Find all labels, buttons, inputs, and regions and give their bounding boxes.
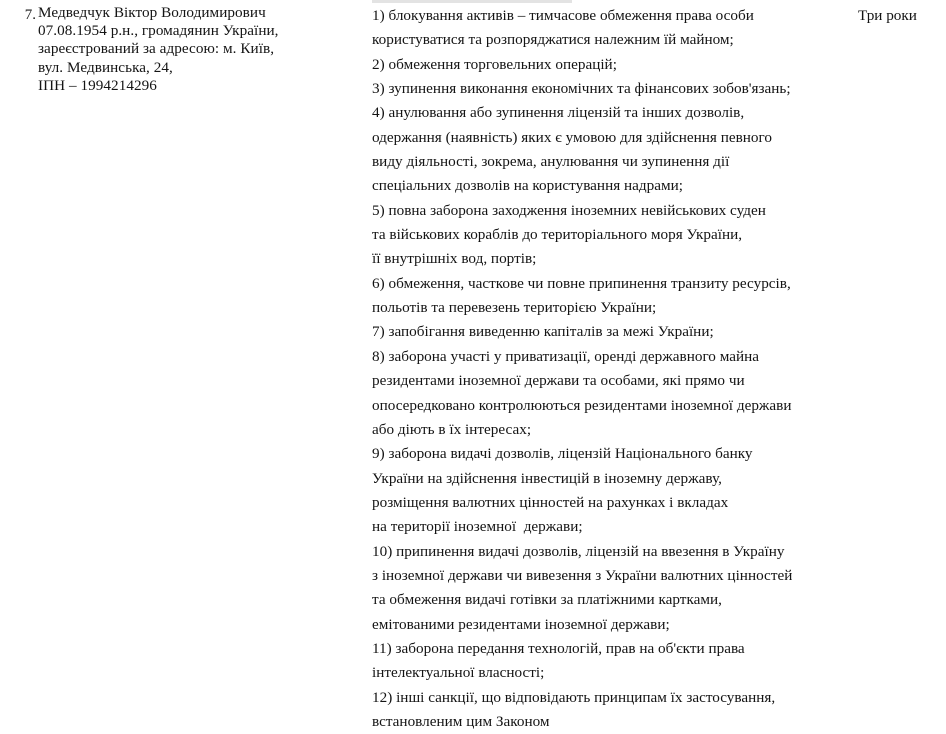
- measure-line: та військових кораблів до територіального моря України,: [372, 226, 743, 244]
- measure-line: емітованими резидентами іноземної держави;: [372, 615, 670, 633]
- person-detail-line: ІПН – 1994214296: [38, 76, 157, 94]
- measure-line: 11) заборона передання технологій, прав на об'єкти права: [372, 639, 745, 657]
- row-number: 7.: [24, 7, 36, 23]
- measure-line: інтелектуальної власності;: [372, 664, 545, 682]
- measure-line: розміщення валютних цінностей на рахунках і вкладах: [372, 493, 729, 511]
- person-detail-line: Медведчук Віктор Володимирович: [38, 4, 266, 21]
- person-details-cell: [38, 4, 348, 95]
- table-border-rule: [372, 0, 572, 3]
- measure-line: 5) повна заборона заходження іноземних невійськових суден: [372, 201, 766, 219]
- measure-line: одержання (наявність) яких є умовою для здійснення певного: [372, 128, 772, 146]
- measure-line: 6) обмеження, часткове чи повне припинення транзиту ресурсів,: [372, 274, 791, 292]
- measure-line: 8) заборона участі у приватизації, оренді державного майна: [372, 347, 760, 365]
- person-detail-line: 07.08.1954 р.н., громадянин України,: [38, 22, 279, 40]
- measure-line: 3) зупинення виконання економічних та фінансових зобов'язань;: [372, 80, 791, 98]
- measure-line: 1) блокування активів – тимчасове обмеження права особи: [372, 7, 754, 24]
- measure-line: 4) анулювання або зупинення ліцензій та інших дозволів,: [372, 104, 745, 122]
- measure-line: 12) інші санкції, що відповідають принципам їх застосування,: [372, 688, 776, 706]
- measure-line: її внутрішніх вод, портів;: [372, 250, 537, 268]
- measure-line: встановленим цим Законом: [372, 712, 550, 730]
- measure-line: України на здійснення інвестицій в іноземну державу,: [372, 469, 722, 487]
- person-detail-line: вул. Медвинська, 24,: [38, 58, 173, 76]
- sanction-duration: Три роки: [858, 7, 917, 24]
- measure-line: опосередковано контролюються резидентами іноземної держави: [372, 396, 792, 414]
- measure-line: з іноземної держави чи вивезення з України валютних цінностей: [372, 566, 793, 584]
- measure-line: 7) запобігання виведенню капіталів за межі України;: [372, 323, 714, 341]
- measure-line: польотів та перевезень територією України;: [372, 299, 657, 317]
- measure-line: спеціальних дозволів на користування надрами;: [372, 177, 683, 195]
- sanction-measures-cell: [372, 4, 838, 734]
- measure-line: 9) заборона видачі дозволів, ліцензій Національного банку: [372, 445, 753, 463]
- measure-line: 2) обмеження торговельних операцій;: [372, 55, 617, 73]
- measure-line: та обмеження видачі готівки за платіжними картками,: [372, 591, 722, 609]
- measure-line: користуватися та розпоряджатися належним їй майном;: [372, 31, 734, 49]
- measure-line: або діють в їх інтересах;: [372, 420, 532, 438]
- measure-line: 10) припинення видачі дозволів, ліцензій на ввезення в Україну: [372, 542, 785, 560]
- measure-line: резидентами іноземної держави та особами, які прямо чи: [372, 372, 745, 390]
- person-detail-line: зареєстрований за адресою: м. Київ,: [38, 40, 275, 58]
- measure-line: виду діяльності, зокрема, анулювання чи зупинення дії: [372, 153, 730, 171]
- measure-line: на території іноземної держави;: [372, 518, 583, 536]
